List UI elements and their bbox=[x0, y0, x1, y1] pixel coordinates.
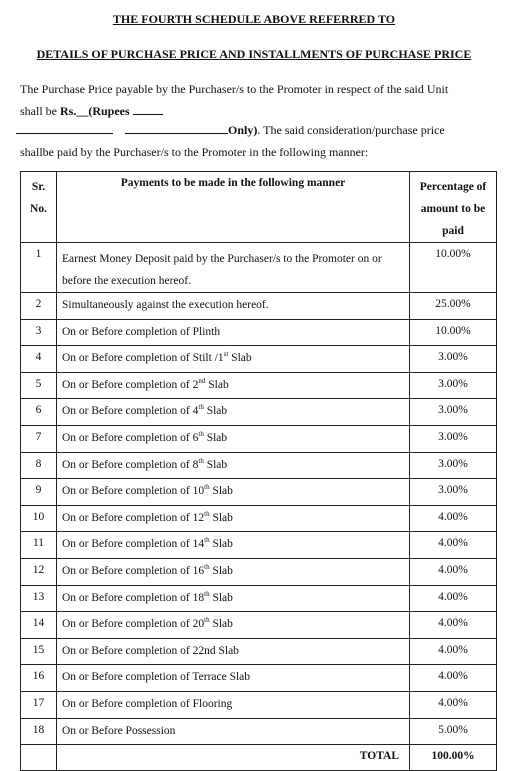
row-description-suffix: Slab bbox=[205, 378, 229, 391]
row-payment-description bbox=[57, 399, 410, 426]
table-row bbox=[21, 452, 497, 479]
header-pct-line-1: Percentage of bbox=[419, 181, 487, 193]
row-payment-description bbox=[57, 319, 410, 346]
row-payment-description bbox=[57, 479, 410, 506]
row-percentage: 4.00% bbox=[410, 585, 497, 612]
table-row bbox=[21, 718, 497, 745]
table-row bbox=[21, 346, 497, 373]
row-sr-no: 18 bbox=[21, 718, 57, 745]
table-row bbox=[21, 638, 497, 665]
row-payment-description bbox=[57, 452, 410, 479]
row-description-text: On or Before completion of 12 bbox=[62, 511, 205, 524]
row-description-text: On or Before completion of 14 bbox=[62, 538, 205, 551]
row-ordinal-suffix: th bbox=[204, 589, 210, 598]
row-payment-description bbox=[57, 243, 410, 293]
row-ordinal-suffix: th bbox=[204, 536, 210, 545]
row-percentage: 10.00% bbox=[410, 243, 497, 293]
table-row bbox=[21, 532, 497, 559]
row-sr-no: 3 bbox=[21, 319, 57, 346]
header-pct-line-2: amount to be paid bbox=[420, 203, 486, 237]
row-description-suffix: Slab bbox=[203, 458, 228, 471]
row-description-suffix: Slab bbox=[203, 431, 228, 444]
row-ordinal-suffix: th bbox=[204, 563, 210, 572]
row-description-text: On or Before completion of Terrace Slab bbox=[62, 671, 251, 684]
row-description-text: On or Before completion of 10 bbox=[62, 485, 205, 498]
row-payment-description bbox=[57, 505, 410, 532]
row-description-text: On or Before completion of 4 bbox=[62, 405, 199, 418]
row-sr-no: 17 bbox=[21, 691, 57, 718]
intro-line-1: The Purchase Price payable by the Purchaser/s to the Promoter in respect of the said Unit bbox=[20, 82, 449, 96]
row-description-text: Simultaneously against the execution hereof. bbox=[62, 299, 269, 311]
amount-blank-1 bbox=[133, 104, 163, 115]
row-description-text: On or Before completion of Flooring bbox=[62, 697, 233, 710]
row-payment-description bbox=[57, 718, 410, 745]
row-ordinal-suffix: nd bbox=[198, 376, 206, 385]
table-row bbox=[21, 691, 497, 718]
intro-line-4: shallbe paid by the Purchaser/s to the Promoter in the following manner: bbox=[20, 145, 369, 159]
row-sr-no: 10 bbox=[21, 505, 57, 532]
row-payment-description bbox=[57, 691, 410, 718]
header-percentage bbox=[410, 172, 497, 243]
row-ordinal-suffix: th bbox=[198, 456, 204, 465]
table-row bbox=[21, 293, 497, 320]
table-row bbox=[21, 243, 497, 293]
table-row bbox=[21, 372, 497, 399]
total-empty-cell bbox=[21, 745, 57, 771]
row-sr-no: 7 bbox=[21, 425, 57, 452]
row-percentage: 4.00% bbox=[410, 612, 497, 639]
schedule-subtitle: DETAILS OF PURCHASE PRICE AND INSTALLMENTS OF PURCHASE PRICE bbox=[36, 47, 472, 61]
row-ordinal-suffix: th bbox=[204, 616, 210, 625]
row-sr-no: 15 bbox=[21, 638, 57, 665]
row-sr-no: 14 bbox=[21, 612, 57, 639]
table-row bbox=[21, 558, 497, 585]
row-ordinal-suffix: th bbox=[204, 509, 210, 518]
row-description-text: On or Before completion of 20 bbox=[62, 618, 205, 631]
row-percentage: 5.00% bbox=[410, 718, 497, 745]
row-percentage: 4.00% bbox=[410, 532, 497, 559]
row-ordinal-suffix: th bbox=[204, 483, 210, 492]
row-payment-description bbox=[57, 425, 410, 452]
row-payment-description bbox=[57, 665, 410, 692]
row-percentage: 10.00% bbox=[410, 319, 497, 346]
table-row bbox=[21, 479, 497, 506]
row-percentage: 3.00% bbox=[410, 479, 497, 506]
row-description-text: On or Before Possession bbox=[62, 724, 176, 737]
row-ordinal-suffix: th bbox=[198, 403, 204, 412]
row-percentage: 4.00% bbox=[410, 691, 497, 718]
total-label: TOTAL bbox=[57, 745, 410, 771]
row-description-suffix: Slab bbox=[209, 538, 233, 551]
intro-only: Only) bbox=[228, 123, 258, 137]
row-sr-no: 5 bbox=[21, 372, 57, 399]
row-percentage: 4.00% bbox=[410, 638, 497, 665]
row-description-suffix: Slab bbox=[209, 564, 233, 577]
table-row bbox=[21, 505, 497, 532]
row-payment-description bbox=[57, 372, 410, 399]
row-description-suffix: Slab bbox=[209, 618, 233, 631]
row-description-text: On or Before completion of 6 bbox=[62, 431, 199, 444]
row-description-text: On or Before completion of Plinth bbox=[62, 325, 221, 338]
schedule-title: THE FOURTH SCHEDULE ABOVE REFERRED TO bbox=[112, 12, 396, 26]
row-sr-no: 13 bbox=[21, 585, 57, 612]
row-description-suffix: Slab bbox=[209, 485, 233, 498]
row-payment-description bbox=[57, 638, 410, 665]
row-description-suffix: Slab bbox=[203, 405, 228, 418]
row-sr-no: 6 bbox=[21, 399, 57, 426]
row-sr-no: 9 bbox=[21, 479, 57, 506]
row-payment-description bbox=[57, 558, 410, 585]
row-payment-description bbox=[57, 532, 410, 559]
row-sr-no: 1 bbox=[21, 243, 57, 293]
payment-schedule-table bbox=[20, 171, 497, 771]
row-description-text: On or Before completion of Stilt /1 bbox=[62, 352, 224, 365]
row-description-text: On or Before completion of 16 bbox=[62, 564, 205, 577]
table-header-row bbox=[21, 172, 497, 243]
row-description-text: On or Before completion of 8 bbox=[62, 458, 199, 471]
total-row bbox=[21, 745, 497, 771]
table-row bbox=[21, 665, 497, 692]
row-percentage: 3.00% bbox=[410, 399, 497, 426]
total-value: 100.00% bbox=[410, 745, 497, 771]
row-description-text: On or Before completion of 18 bbox=[62, 591, 205, 604]
row-sr-no: 16 bbox=[21, 665, 57, 692]
row-sr-no: 4 bbox=[21, 346, 57, 373]
row-percentage: 25.00% bbox=[410, 293, 497, 320]
intro-line-3 bbox=[16, 123, 445, 138]
row-description-text: On or Before completion of 22nd Slab bbox=[62, 644, 239, 657]
row-sr-no: 12 bbox=[21, 558, 57, 585]
amount-blank-3 bbox=[125, 123, 228, 134]
row-ordinal-suffix: th bbox=[198, 430, 204, 439]
row-payment-description bbox=[57, 612, 410, 639]
row-payment-description bbox=[57, 585, 410, 612]
row-description-text: On or Before completion of 2 bbox=[62, 378, 199, 391]
table-row bbox=[21, 319, 497, 346]
row-description-suffix: Slab bbox=[209, 591, 233, 604]
row-sr-no: 11 bbox=[21, 532, 57, 559]
row-payment-description bbox=[57, 293, 410, 320]
intro-consideration: . The said consideration/purchase price bbox=[257, 123, 445, 137]
row-percentage: 3.00% bbox=[410, 346, 497, 373]
header-sr-line-1: Sr. bbox=[31, 181, 46, 193]
row-sr-no: 8 bbox=[21, 452, 57, 479]
row-description-suffix: Slab bbox=[228, 352, 252, 365]
table-row bbox=[21, 399, 497, 426]
row-payment-description bbox=[57, 346, 410, 373]
header-sr-line-2: No. bbox=[30, 203, 47, 215]
table-row bbox=[21, 612, 497, 639]
row-description-text: Earnest Money Deposit paid by the Purchaser/s to the Promoter on or before the execution hereof. bbox=[62, 253, 382, 287]
row-percentage: 3.00% bbox=[410, 425, 497, 452]
intro-line-2 bbox=[20, 104, 163, 119]
row-percentage: 3.00% bbox=[410, 452, 497, 479]
table-row bbox=[21, 425, 497, 452]
header-sr-no bbox=[21, 172, 57, 243]
row-sr-no: 2 bbox=[21, 293, 57, 320]
row-description-suffix: Slab bbox=[209, 511, 233, 524]
row-percentage: 3.00% bbox=[410, 372, 497, 399]
amount-blank-2 bbox=[16, 123, 113, 134]
intro-shall-be: shall be bbox=[20, 104, 60, 118]
header-payments: Payments to be made in the following manner bbox=[57, 172, 410, 243]
table-row bbox=[21, 585, 497, 612]
row-percentage: 4.00% bbox=[410, 665, 497, 692]
row-ordinal-suffix: st bbox=[223, 350, 229, 359]
intro-rs-rupees: Rs.__(Rupees bbox=[60, 104, 130, 118]
row-percentage: 4.00% bbox=[410, 558, 497, 585]
row-percentage: 4.00% bbox=[410, 505, 497, 532]
